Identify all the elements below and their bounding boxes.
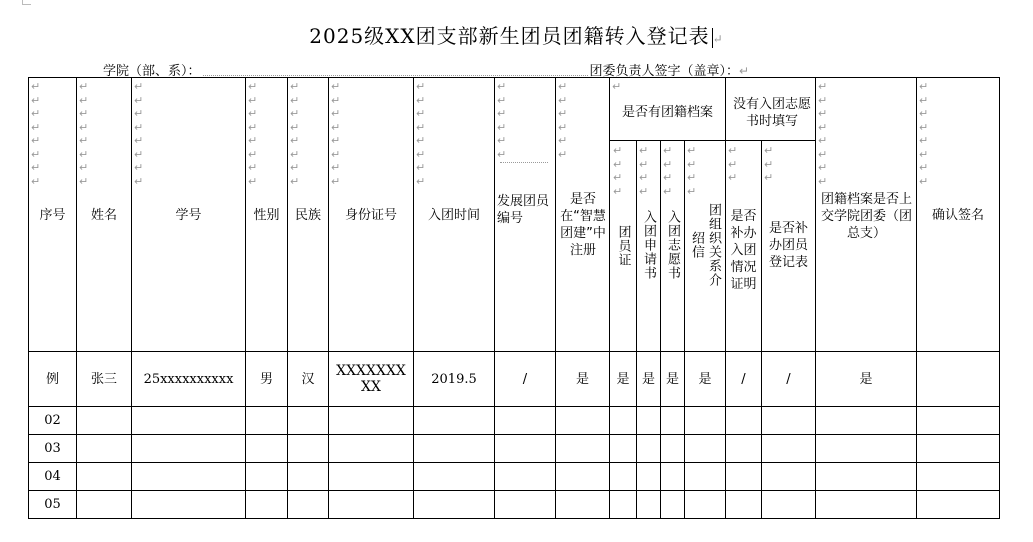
row-seq: 03 bbox=[44, 441, 61, 456]
header-no-volunteer-group: 没有入团志愿书时填写 bbox=[732, 97, 811, 129]
example-member-card[interactable]: 是 bbox=[616, 371, 630, 387]
example-student-id[interactable]: 25xxxxxxxxxx bbox=[143, 371, 234, 387]
example-gender[interactable]: 男 bbox=[259, 371, 273, 387]
header-no-volunteer-item: 是否补办入团情况证明 bbox=[730, 208, 757, 292]
paragraph-marks: ↵ ↵ ↵ ↵ ↵ ↵ ↵ ↵ bbox=[290, 80, 300, 188]
header-join-date: 入团时间 bbox=[427, 207, 480, 223]
header-no-volunteer-item: 是否补办团员登记表 bbox=[768, 220, 808, 270]
paragraph-marks: ↵ ↵ ↵ ↵ ↵ ↵ ↵ ↵ bbox=[248, 80, 258, 188]
paragraph-marks: ↵ ↵ ↵ ↵ bbox=[613, 144, 623, 198]
page-title: 2025级XX团支部新生团员团籍转入登记表 ↵ bbox=[309, 24, 724, 48]
example-join-date[interactable]: 2019.5 bbox=[431, 371, 477, 387]
example-confirm[interactable] bbox=[917, 352, 999, 406]
example-intro-letter[interactable]: 是 bbox=[698, 371, 712, 387]
paragraph-marks: ↵ ↵ ↵ ↵ bbox=[663, 144, 673, 198]
row-seq: 04 bbox=[44, 469, 61, 484]
paragraph-marks: ↵ ↵ ↵ ↵ ↵ ↵ bbox=[497, 80, 507, 161]
row-seq: 05 bbox=[44, 497, 61, 512]
paragraph-marks: ↵ ↵ ↵ ↵ ↵ ↵ ↵ ↵ bbox=[31, 80, 41, 188]
paragraph-marks: ↵ ↵ ↵ ↵ ↵ ↵ ↵ ↵ bbox=[818, 80, 828, 188]
header-archive-group: 是否有团籍档案 bbox=[621, 104, 713, 120]
example-application[interactable]: 是 bbox=[641, 371, 655, 387]
paragraph-marks: ↵ ↵ ↵ ↵ ↵ ↵ ↵ ↵ bbox=[416, 80, 426, 188]
header-student-id: 学号 bbox=[175, 207, 202, 223]
example-name[interactable]: 张三 bbox=[90, 371, 117, 387]
header-ethnicity: 民族 bbox=[294, 207, 321, 223]
header-seq: 序号 bbox=[39, 207, 66, 223]
paragraph-marks: ↵ ↵ ↵ ↵ ↵ ↵ ↵ ↵ bbox=[79, 80, 89, 188]
header-archive-item: 入团申请书 bbox=[641, 210, 656, 280]
paragraph-marks: ↵ bbox=[612, 80, 622, 93]
example-volunteer-book[interactable]: 是 bbox=[665, 371, 679, 387]
header-archive-item: 团组织关系介绍信 bbox=[689, 203, 721, 287]
header-registered: 是否在“智慧团建”中注册 bbox=[560, 192, 606, 258]
row-seq: 02 bbox=[44, 413, 61, 428]
example-seq: 例 bbox=[45, 371, 59, 387]
paragraph-marks: ↵ ↵ ↵ ↵ bbox=[639, 144, 649, 198]
paragraph-marks: ↵ ↵ ↵ ↵ bbox=[687, 144, 697, 198]
paragraph-marks: ↵ ↵ ↵ bbox=[764, 144, 774, 184]
signature-label: 团委负责人签字（盖章）： bbox=[589, 64, 740, 79]
header-id-card: 身份证号 bbox=[344, 207, 397, 223]
example-registered[interactable]: 是 bbox=[575, 371, 589, 387]
example-member-no[interactable]: / bbox=[522, 371, 528, 387]
header-archive-item: 团员证 bbox=[615, 225, 631, 267]
paragraph-marks: ↵ ↵ ↵ ↵ ↵ ↵ ↵ ↵ bbox=[134, 80, 144, 188]
paragraph-mark: ↵ bbox=[712, 32, 724, 46]
paragraph-marks: ↵ ↵ ↵ ↵ ↵ ↵ bbox=[558, 80, 568, 161]
example-submitted[interactable]: 是 bbox=[859, 371, 873, 387]
header-gender: 性别 bbox=[253, 207, 280, 223]
header-confirm: 确认签名 bbox=[931, 207, 984, 223]
example-supp-register[interactable]: / bbox=[786, 371, 791, 387]
paragraph-marks: ↵ ↵ ↵ ↵ ↵ ↵ ↵ ↵ bbox=[919, 80, 929, 188]
example-supp-proof[interactable]: / bbox=[741, 371, 746, 387]
paragraph-marks: ↵ ↵ ↵ bbox=[728, 144, 738, 184]
example-ethnicity[interactable]: 汉 bbox=[301, 371, 315, 387]
header-archive-item: 入团志愿书 bbox=[665, 210, 680, 280]
header-name: 姓名 bbox=[90, 207, 117, 223]
header-submitted: 团籍档案是否上交学院团委（团总支） bbox=[820, 191, 912, 241]
college-label: 学院（部、系）： bbox=[103, 64, 201, 79]
paragraph-mark: ↵ bbox=[739, 64, 750, 78]
dotted-separator bbox=[500, 162, 548, 163]
example-id-card[interactable]: XXXXXXXXX bbox=[336, 363, 406, 395]
paragraph-marks: ↵ ↵ ↵ ↵ ↵ ↵ ↵ ↵ bbox=[331, 80, 341, 188]
header-member-no: 发展团员编号 bbox=[497, 194, 550, 226]
